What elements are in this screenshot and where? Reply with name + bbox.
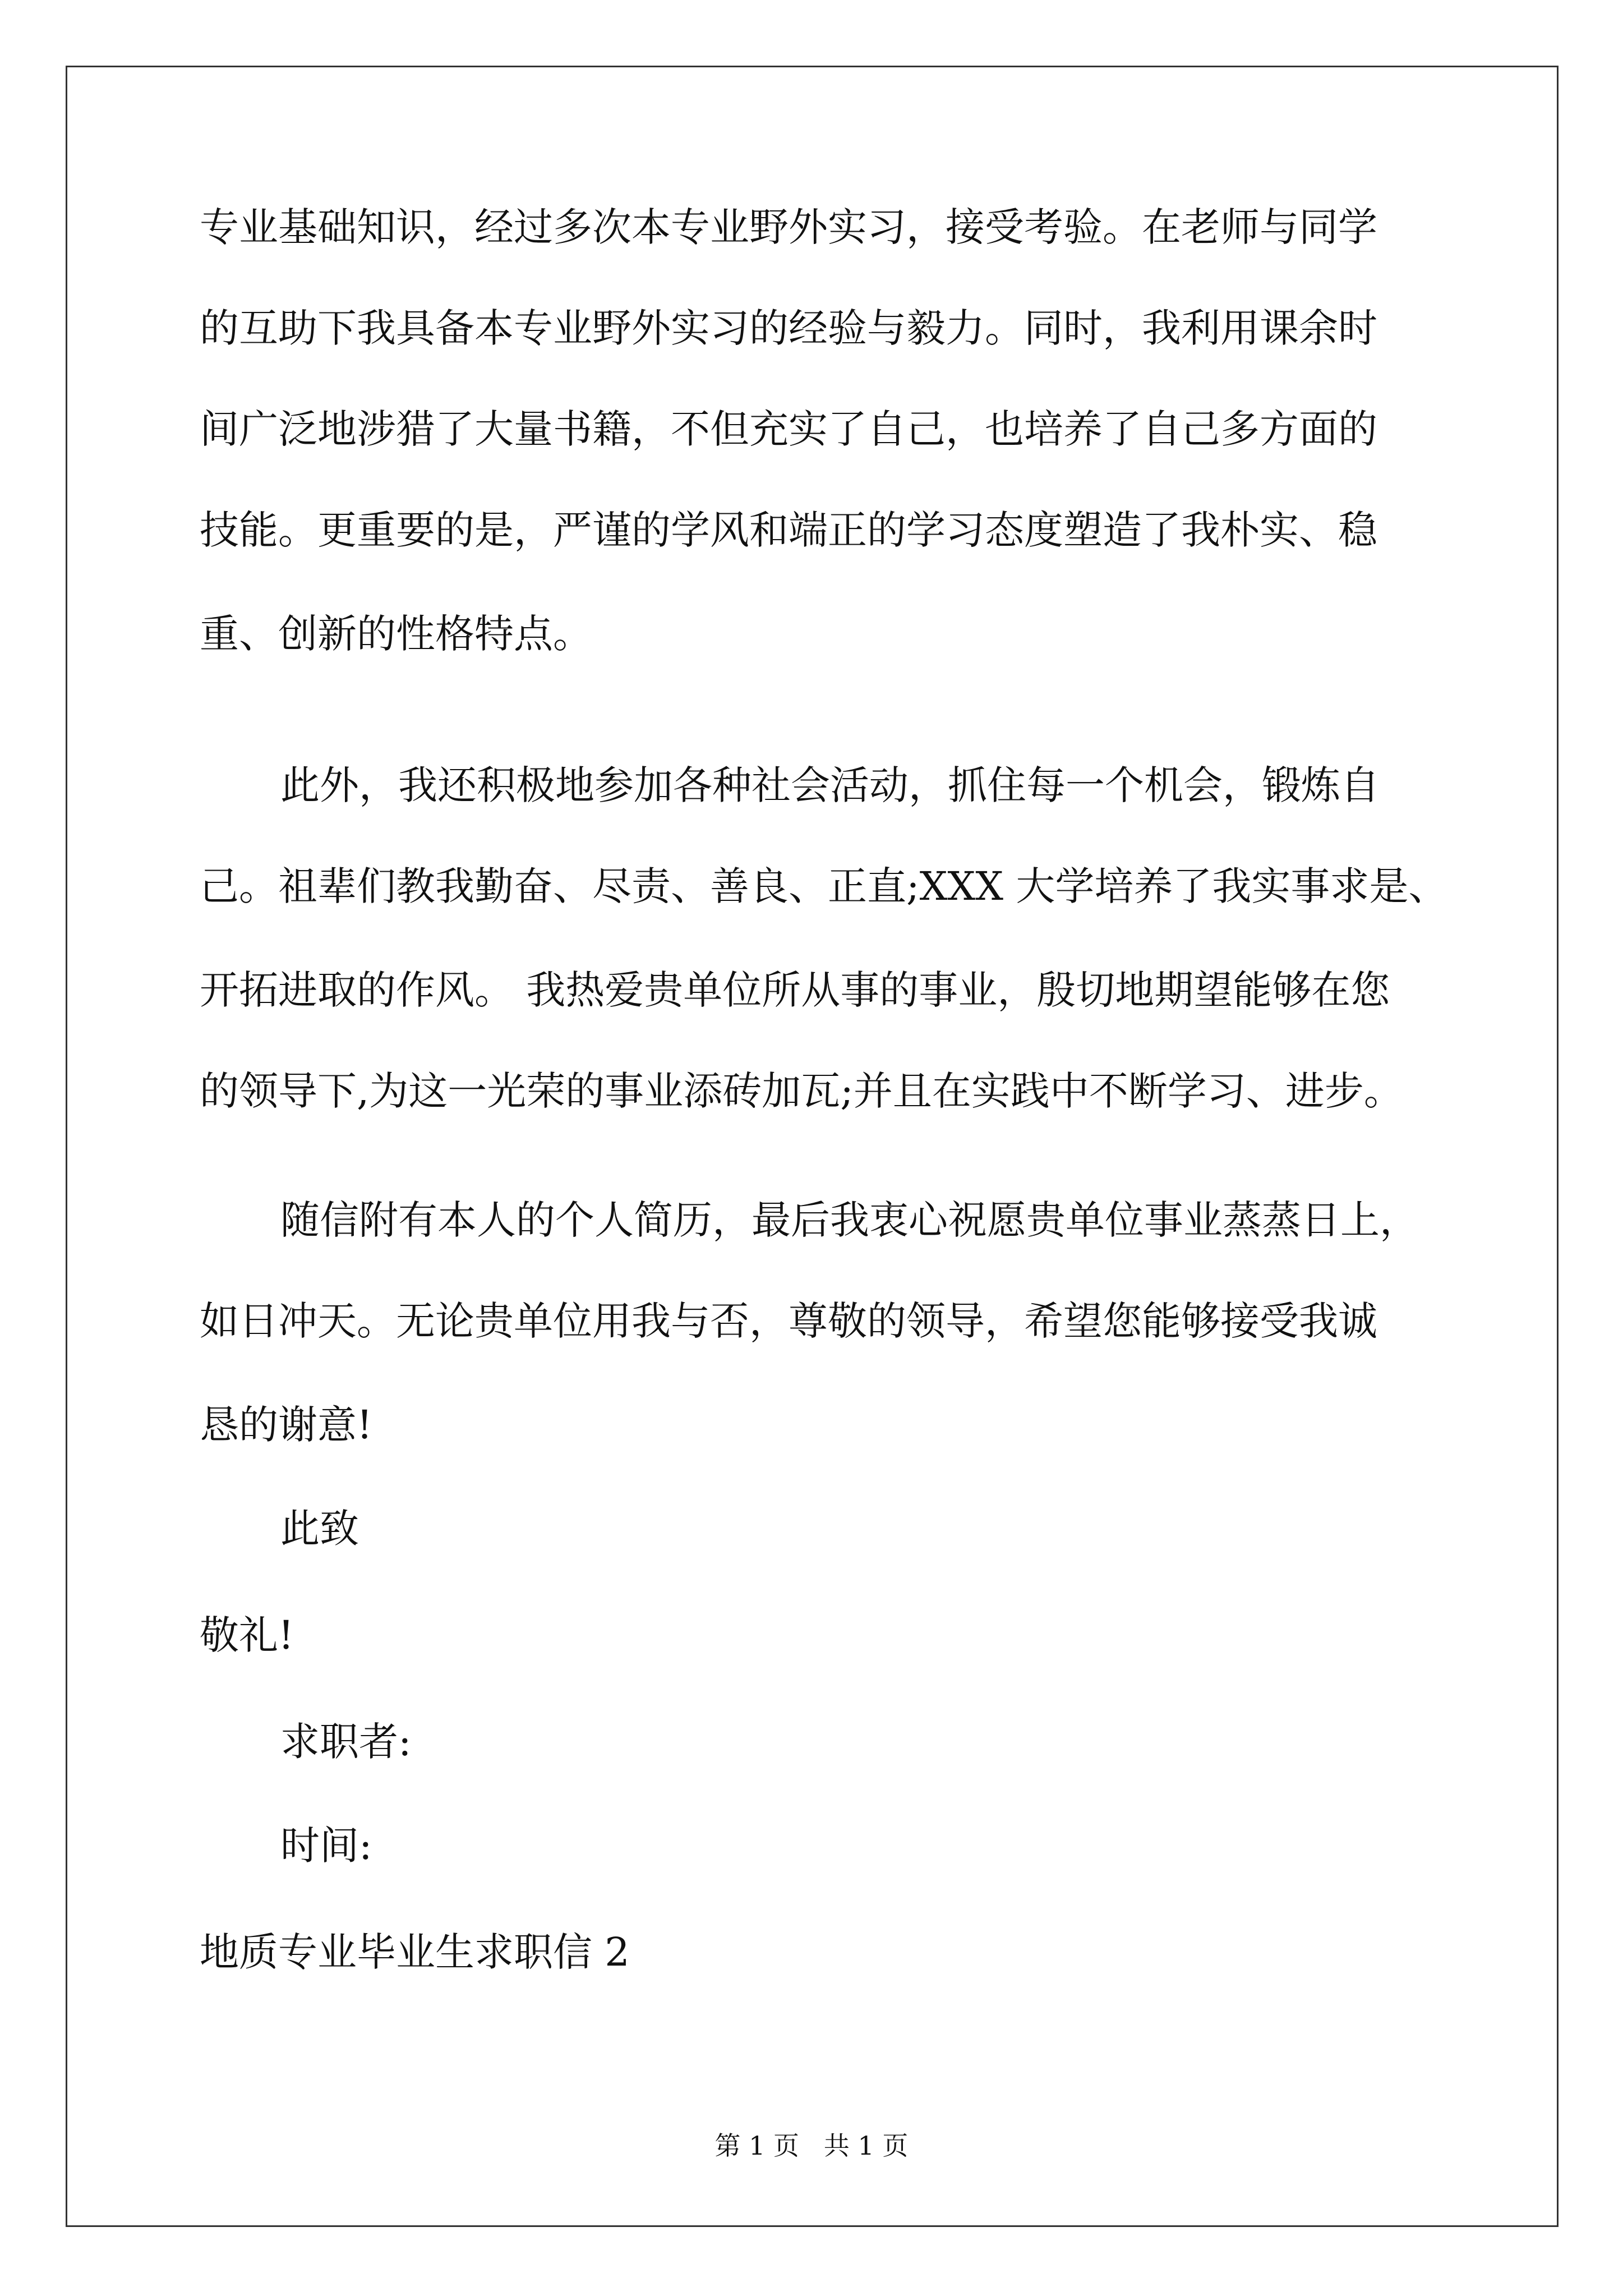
applicant-signature-label: 求职者: — [280, 1719, 412, 1765]
page-border — [66, 66, 1559, 2227]
body-text-line: 重、创新的性格特点。 — [200, 611, 592, 657]
body-text-line: 恳的谢意! — [200, 1402, 373, 1448]
date-label: 时间: — [280, 1823, 372, 1869]
body-text-line: 己。祖辈们教我勤奋、尽责、善良、正直;XXX 大学培养了我实事求是、 — [200, 863, 1448, 909]
body-text-line: 技能。更重要的是，严谨的学风和端正的学习态度塑造了我朴实、稳 — [200, 507, 1377, 553]
body-text-line: 随信附有本人的个人简历，最后我衷心祝愿贵单位事业蒸蒸日上， — [280, 1197, 1419, 1243]
body-text-line: 如日冲天。无论贵单位用我与否，尊敬的领导，希望您能够接受我诚 — [200, 1298, 1377, 1344]
body-text-line: 间广泛地涉猎了大量书籍，不但充实了自己，也培养了自己多方面的 — [200, 406, 1377, 452]
body-text-line: 此外，我还积极地参加各种社会活动，抓住每一个机会，锻炼自 — [280, 762, 1380, 808]
closing-salutation: 此致 — [280, 1506, 359, 1552]
section-heading: 地质专业毕业生求职信 2 — [200, 1929, 630, 1975]
body-text-line: 的领导下,为这一光荣的事业添砖加瓦;并且在实践中不断学习、进步。 — [200, 1068, 1403, 1114]
body-text-line: 专业基础知识，经过多次本专业野外实习，接受考验。在老师与同学 — [200, 204, 1377, 250]
closing-regards: 敬礼! — [200, 1612, 294, 1658]
page-number: 第 1 页 共 1 页 — [714, 2131, 909, 2161]
body-text-line: 开拓进取的作风。 我热爱贵单位所从事的事业，殷切地期望能够在您 — [200, 967, 1390, 1013]
body-text-line: 的互助下我具备本专业野外实习的经验与毅力。同时，我利用课余时 — [200, 305, 1377, 351]
